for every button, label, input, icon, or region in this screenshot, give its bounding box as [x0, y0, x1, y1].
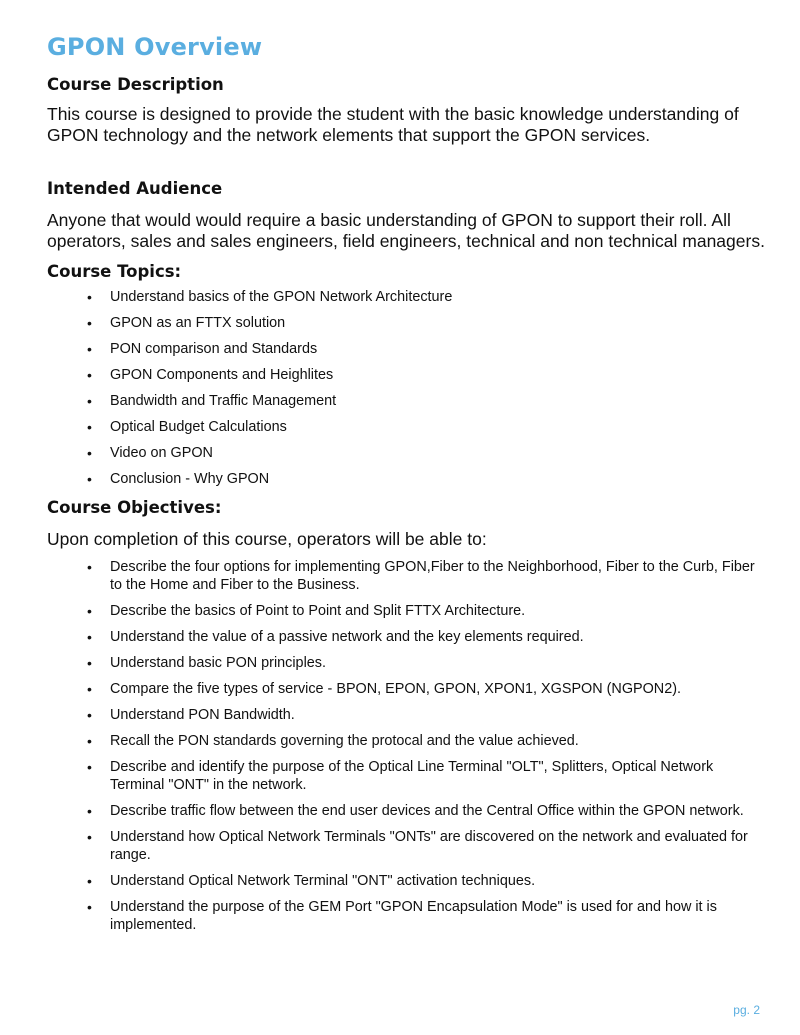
bullet-icon: •	[87, 603, 92, 619]
bullet-icon: •	[87, 419, 92, 435]
bullet-icon: •	[87, 341, 92, 357]
objective-item	[87, 758, 767, 794]
course-topics-heading: Course Topics:	[47, 262, 182, 281]
topic-text: Conclusion - Why GPON	[110, 471, 270, 487]
objective-item	[87, 898, 767, 934]
objective-text: Understand basic PON principles.	[110, 655, 326, 671]
objective-text: Describe traffic flow between the end user devices and the Central Office within the GPON network.	[110, 803, 744, 819]
objective-item	[87, 872, 767, 890]
objective-text: Understand PON Bandwidth.	[110, 707, 295, 723]
topic-text: Bandwidth and Traffic Management	[110, 393, 337, 409]
topic-item	[87, 366, 767, 384]
bullet-icon: •	[87, 471, 92, 487]
objective-item	[87, 680, 767, 698]
topic-text: Understand basics of the GPON Network Architecture	[110, 289, 453, 305]
page-title: GPON Overview	[47, 33, 263, 61]
bullet-icon: •	[87, 707, 92, 723]
intended-audience-text: Anyone that would would require a basic understanding of GPON to support their roll. All operators, sales and sales engineers, field engineers, technical and non technical managers.	[47, 210, 765, 251]
topic-item	[87, 444, 767, 462]
objective-item	[87, 732, 767, 750]
bullet-icon: •	[87, 393, 92, 409]
objective-item	[87, 802, 767, 820]
topic-item	[87, 470, 767, 488]
topic-item	[87, 340, 767, 358]
objective-text: Describe the four options for implementing GPON,Fiber to the Neighborhood, Fiber to the Curb, Fiber to the Home and Fiber to the Business.	[110, 559, 755, 593]
topic-text: GPON Components and Heighlites	[110, 367, 334, 383]
topic-text: PON comparison and Standards	[110, 341, 318, 357]
page-number: pg. 2	[733, 1003, 760, 1017]
bullet-icon: •	[87, 873, 92, 889]
course-objectives-heading: Course Objectives:	[47, 498, 222, 517]
bullet-icon: •	[87, 367, 92, 383]
bullet-icon: •	[87, 315, 92, 331]
topic-item	[87, 418, 767, 436]
topic-item	[87, 392, 767, 410]
objective-item	[87, 654, 767, 672]
objective-text: Understand the purpose of the GEM Port "GPON Encapsulation Mode" is used for and how it is implemented.	[110, 899, 717, 933]
bullet-icon: •	[87, 733, 92, 749]
bullet-icon: •	[87, 759, 92, 775]
course-topics-list	[47, 288, 767, 488]
bullet-icon: •	[87, 559, 92, 575]
objective-item	[87, 628, 767, 646]
objective-text: Compare the five types of service - BPON, EPON, GPON, XPON1, XGSPON (NGPON2).	[110, 681, 681, 697]
bullet-icon: •	[87, 899, 92, 915]
objective-text: Recall the PON standards governing the protocal and the value achieved.	[110, 733, 579, 749]
course-description-text: This course is designed to provide the student with the basic knowledge understanding of GPON technology and the network elements that support the GPON services.	[47, 104, 739, 145]
bullet-icon: •	[87, 629, 92, 645]
course-objectives-list	[47, 558, 767, 934]
topic-item	[87, 288, 767, 306]
objective-item	[87, 706, 767, 724]
bullet-icon: •	[87, 829, 92, 845]
objective-text: Describe the basics of Point to Point and Split FTTX Architecture.	[110, 603, 526, 619]
bullet-icon: •	[87, 655, 92, 671]
course-objectives-intro: Upon completion of this course, operators will be able to:	[47, 529, 487, 549]
bullet-icon: •	[87, 445, 92, 461]
objective-item	[87, 558, 767, 594]
objective-item	[87, 602, 767, 620]
topic-text: GPON as an FTTX solution	[110, 315, 286, 331]
course-description-heading: Course Description	[47, 75, 224, 94]
topic-text: Optical Budget Calculations	[110, 419, 287, 435]
objective-item	[87, 828, 767, 864]
document-page	[47, 30, 767, 942]
topic-text: Video on GPON	[110, 445, 213, 461]
objective-text: Understand how Optical Network Terminals "ONTs" are discovered on the network and evaluated for range.	[110, 829, 748, 863]
intended-audience-heading: Intended Audience	[47, 179, 223, 198]
bullet-icon: •	[87, 289, 92, 305]
bullet-icon: •	[87, 803, 92, 819]
topic-item	[87, 314, 767, 332]
objective-text: Describe and identify the purpose of the Optical Line Terminal "OLT", Splitters, Optical Network Terminal "ONT" in the network.	[110, 759, 714, 793]
objective-text: Understand Optical Network Terminal "ONT" activation techniques.	[110, 873, 536, 889]
objective-text: Understand the value of a passive network and the key elements required.	[110, 629, 584, 645]
bullet-icon: •	[87, 681, 92, 697]
